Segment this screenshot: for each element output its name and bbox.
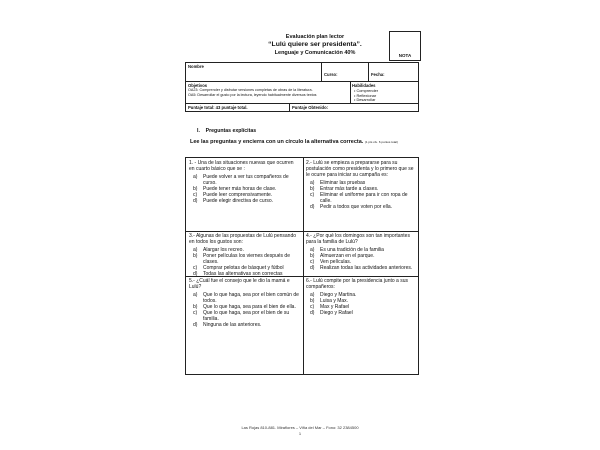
question-2 [303, 158, 420, 212]
option-c[interactable]: c) Puede leer comprensivamente. [193, 192, 273, 198]
option-a[interactable]: a) Puede volver a ver tus compañeros de curso. [193, 174, 289, 186]
question-stem: 4.- ¿Por qué los domingos son tan importantes para la familia de Lulú? [306, 233, 410, 245]
section-title: I. Preguntas explícitas [197, 128, 257, 134]
curso-label: Curso: [324, 72, 338, 77]
book-title: “Lulú quiere ser presidenta”. [268, 41, 362, 48]
option-a[interactable]: a) Diego y Martina. [310, 292, 357, 298]
option-b[interactable]: b) Poner películas los viernes después de clases. [193, 253, 290, 265]
question-1 [186, 158, 303, 206]
puntaje-total: Puntaje total: 43 puntaje total. [188, 105, 248, 110]
footer-address: Las Rojas 810-881. Miraflores – Viña del Mar – Fono: 32 2384500 [241, 425, 359, 430]
option-b[interactable]: b) Que lo que haga, sea para el bien de ella. [193, 304, 296, 310]
subject-title: Lenguaje y Comunicación 40% [274, 50, 356, 56]
question-stem: 5.- ¿Cuál fue el consejo que le dio la mamá e Lulú? [189, 278, 290, 290]
objetivo-2: OA5: Desarrollar el gusto por la lectura, leyendo habitualmente diversos textos [188, 93, 317, 97]
puntaje-obtenido: Puntaje Obtenido: [292, 105, 329, 110]
option-c[interactable]: c) Ven películas. [310, 259, 352, 265]
question-4 [303, 231, 420, 273]
questions-grid [185, 157, 419, 375]
grade-box [389, 31, 421, 61]
question-stem: 2.- Lulú se empieza a prepararse para su postulación como presidenta y lo primero que se le ocurre para iniciar su campaña es: [306, 160, 414, 178]
instructions: Lee las preguntas y encierra con un círculo la alternativa correcta. (1 pts c/u. 6 puntos total) [190, 139, 398, 145]
question-stem: 6.- Lulú compite por la presidencia junto a sus compañeros: [306, 278, 409, 290]
grade-label: NOTA [398, 53, 412, 58]
option-c[interactable]: c) Comprar pelotas de básquet y fútbol [193, 265, 284, 271]
option-b[interactable]: b) Luisa y Max. [310, 298, 349, 304]
option-d[interactable]: d) Pedir a todos que voten por ella. [310, 204, 392, 210]
option-c[interactable]: c) Que lo que haga, sea por el bien de su familia. [193, 310, 290, 322]
option-c[interactable]: c) Max y Rafael [310, 304, 350, 310]
option-d[interactable]: d) Ninguna de las anteriores. [193, 322, 262, 328]
option-b[interactable]: b) Puede tener más horas de clase. [193, 186, 277, 192]
nombre-label: Nombre [188, 64, 204, 69]
fecha-label: Fecha: [371, 72, 385, 77]
option-d[interactable]: d) Todas las alternativas son correctas [193, 271, 283, 277]
option-b[interactable]: b) Entrar más tarde a clases. [310, 186, 379, 192]
eval-title: Evaluación plan lector [285, 34, 345, 40]
option-c[interactable]: c) Eliminar el uniforme para ir con ropa de calle. [310, 192, 408, 204]
habilidad-1: • Comprender [354, 88, 379, 93]
page-number: 1 [298, 431, 302, 436]
question-3 [186, 231, 303, 279]
objetivo-1: OA23: Comprender y disfrutar versiones completas de obras de la literatura. [188, 88, 313, 92]
option-d[interactable]: d) Diego y Rafael [310, 310, 353, 316]
student-info-table [185, 62, 419, 112]
question-6 [303, 276, 420, 318]
option-d[interactable]: d) Puede elegir directiva de curso. [193, 198, 274, 204]
habilidad-2: • Reflexionar [354, 92, 377, 98]
question-stem: 3.- Algunas de las propuestas de Lulú pensando en todos los gustos son: [189, 233, 297, 245]
option-a[interactable]: a) Alargar los recreo. [193, 247, 244, 253]
habilidades-label: Habilidades [352, 83, 376, 88]
option-d[interactable]: d) Realizan todas las actividades anteriores. [310, 265, 413, 271]
habilidad-3: • Desarrollar [354, 97, 376, 102]
option-a[interactable]: a) Es una tradición de la familia [310, 247, 384, 253]
option-a[interactable]: a) Eliminar las pruebas [310, 180, 366, 186]
question-5 [186, 276, 303, 330]
option-a[interactable]: a) Que lo que haga, sea por el bien común de todos. [193, 292, 299, 304]
objetivos-label: Objetivos [188, 83, 208, 88]
question-stem: 1. - Una de las situaciones nuevas que ocurren en cuarto básico que se : [189, 160, 294, 172]
option-b[interactable]: b) Almuerzan en el parque. [310, 253, 375, 259]
